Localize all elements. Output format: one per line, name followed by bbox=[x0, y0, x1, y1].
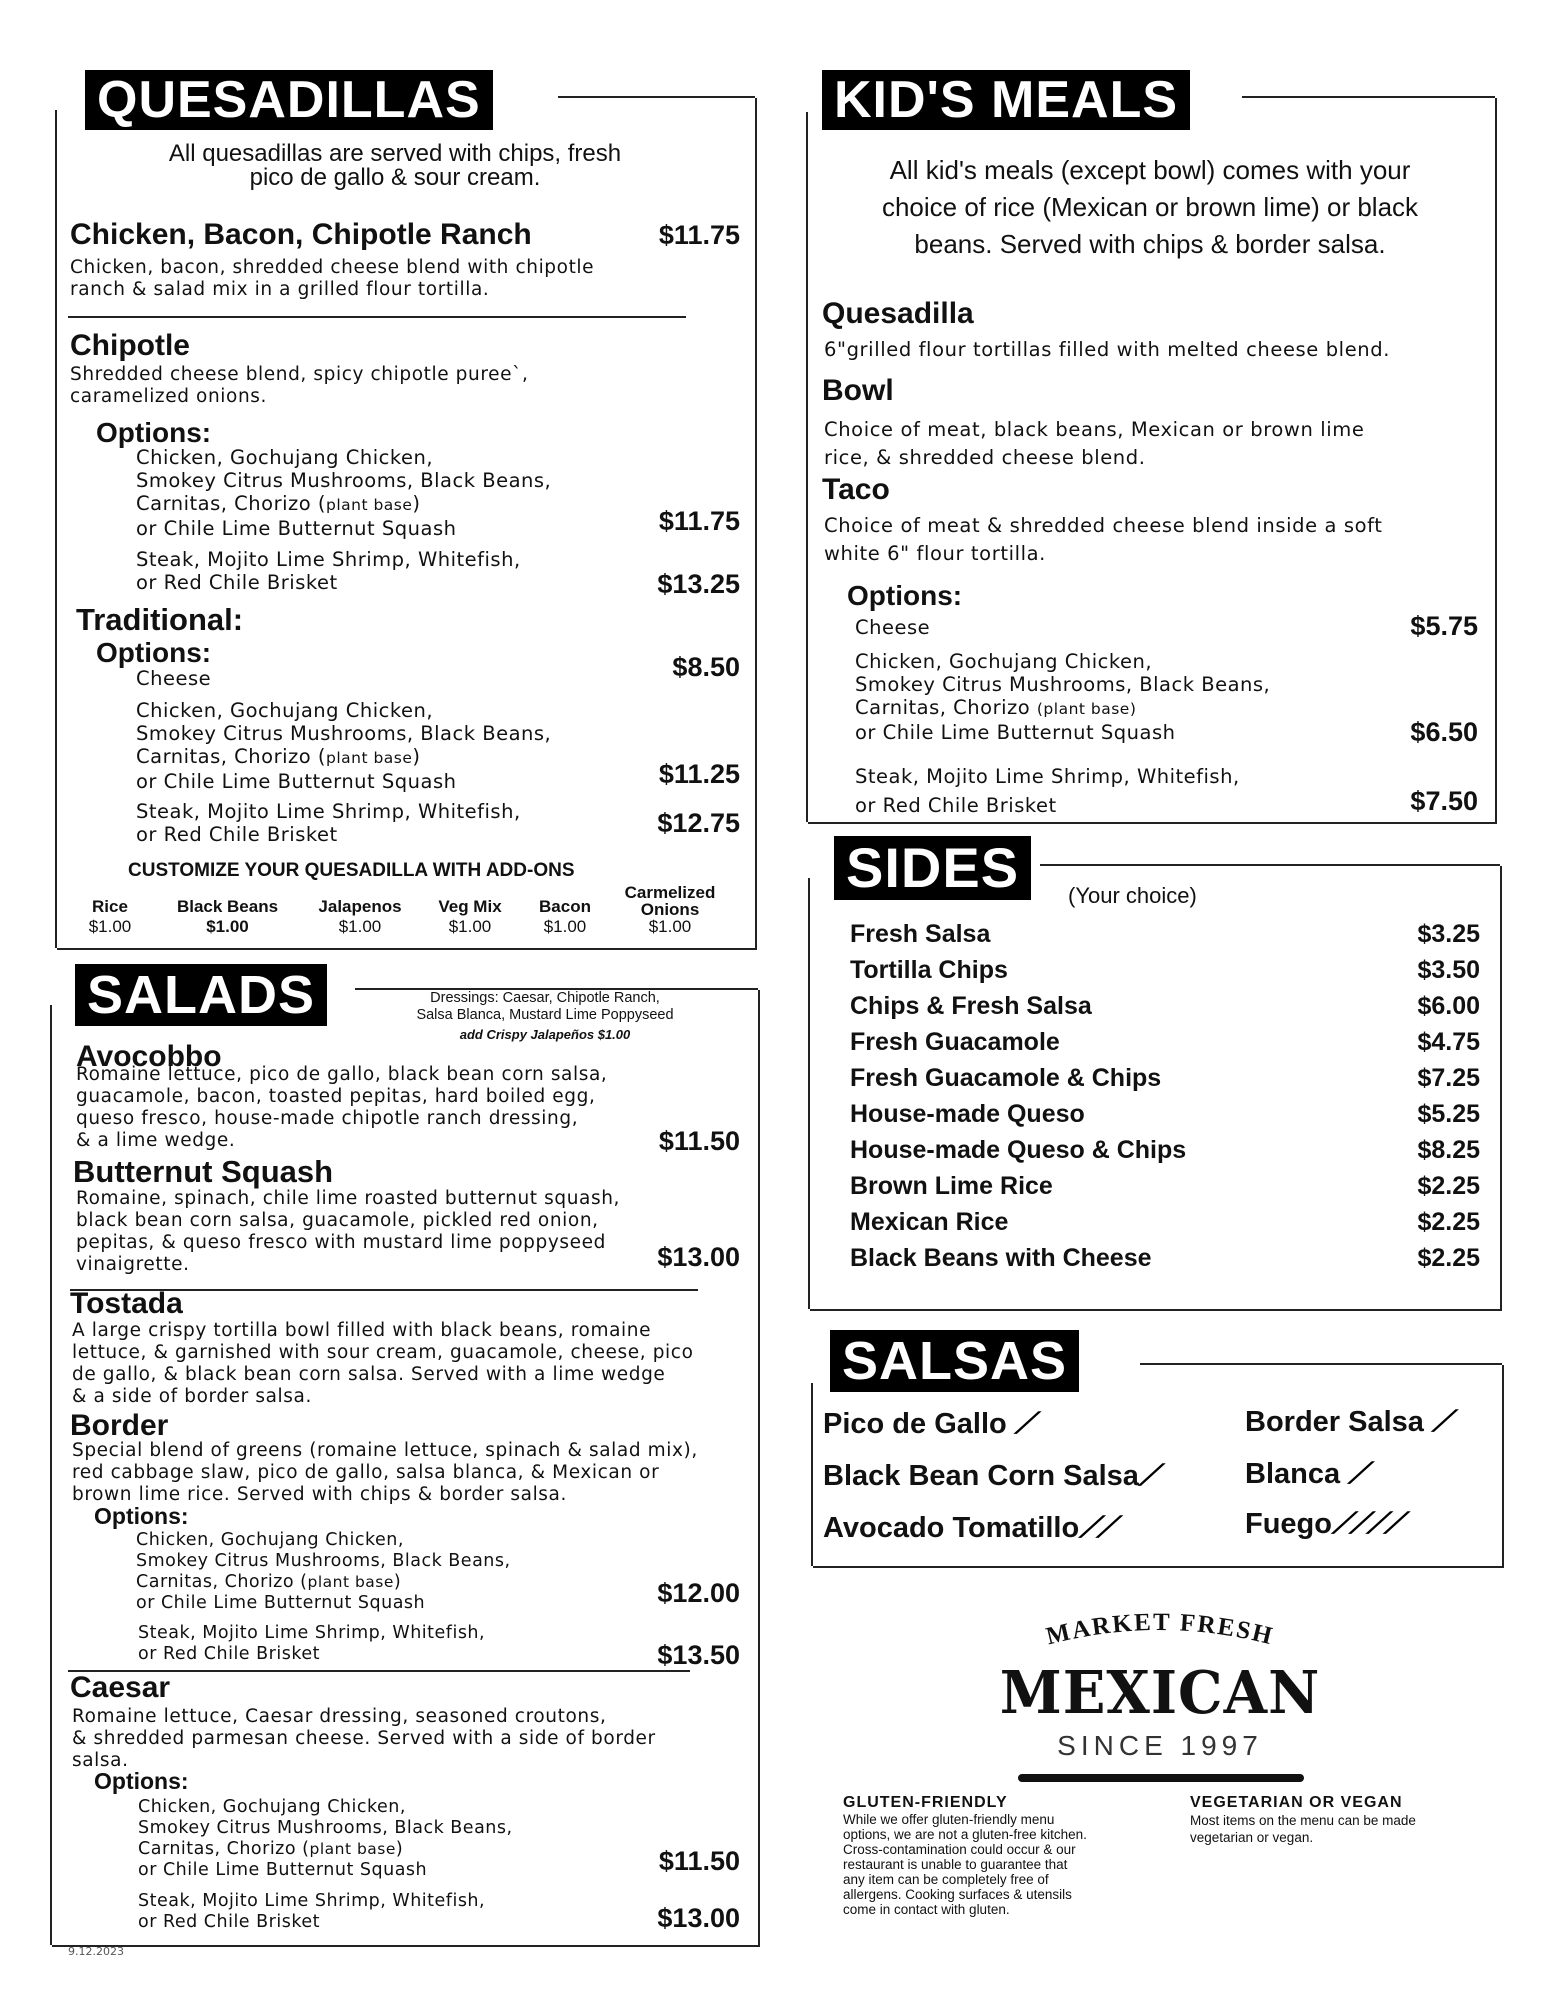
options-label: Options: bbox=[94, 1503, 189, 1529]
option-price: $11.50 bbox=[658, 1846, 740, 1876]
gluten-note: GLUTEN-FRIENDLY While we offer gluten-friendly menu options, we are not a gluten-free kitchen. Cross-contamination could occur & our restaurant is unable to guarantee that any item can be completely free of allergens. Cooking surfaces & utensils come in contact with gluten. bbox=[843, 1794, 1087, 1917]
side-item: Mexican Rice $2.25 bbox=[850, 1208, 1480, 1236]
pepper-icon: ⟋⟋ bbox=[1079, 1512, 1114, 1544]
item-price: $11.75 bbox=[658, 220, 740, 250]
item-desc: Romaine lettuce, pico de gallo, black bean corn salsa, guacamole, bacon, toasted pepitas, hard boiled egg, queso fresco, house-made chipotle ranch dressing, & a lime wedge. bbox=[76, 1064, 608, 1151]
addon-veg-mix: Veg Mix $1.00 bbox=[438, 897, 502, 936]
options-label: Options: bbox=[96, 637, 212, 668]
salsa-black-bean: Black Bean Corn Salsa⟋ bbox=[823, 1460, 1157, 1492]
option-cheese: Cheese bbox=[855, 616, 931, 639]
kids-title: KID'S MEALS bbox=[822, 70, 1190, 130]
side-item: Tortilla Chips $3.50 bbox=[850, 956, 1480, 984]
quesadillas-intro: All quesadillas are served with chips, fresh pico de gallo & sour cream. bbox=[168, 140, 622, 191]
options-list: Steak, Mojito Lime Shrimp, Whitefish, or Red Chile Brisket bbox=[136, 548, 521, 594]
pepper-icon: ⟋ bbox=[1348, 1458, 1366, 1490]
options-list: Steak, Mojito Lime Shrimp, Whitefish, or Red Chile Brisket bbox=[138, 1891, 486, 1932]
pepper-icon: ⟋ bbox=[1138, 1460, 1157, 1492]
options-label: Options: bbox=[94, 1768, 189, 1794]
salsa-border: Border Salsa ⟋ bbox=[1245, 1406, 1450, 1438]
item-name: Avocobbo bbox=[76, 1040, 222, 1073]
item-name: Taco bbox=[822, 473, 890, 506]
options-list: Chicken, Gochujang Chicken, Smokey Citrus Mushrooms, Black Beans, Carnitas, Chorizo (plant base) or Chile Lime Butternut Squash bbox=[138, 1797, 513, 1880]
option-price: $6.50 bbox=[1410, 717, 1478, 747]
options-list: Steak, Mojito Lime Shrimp, Whitefish, or Red Chile Brisket bbox=[855, 765, 1240, 817]
option-price: $11.75 bbox=[658, 506, 740, 536]
item-desc: Chicken, bacon, shredded cheese blend with chipotle ranch & salad mix in a grilled flour tortilla. bbox=[70, 257, 595, 300]
side-item: Fresh Guacamole $4.75 bbox=[850, 1028, 1480, 1056]
item-name: Butternut Squash bbox=[73, 1154, 334, 1189]
item-desc: Choice of meat & shredded cheese blend inside a soft white 6" flour tortilla. bbox=[824, 514, 1383, 565]
item-desc: Choice of meat, black beans, Mexican or brown lime rice, & shredded cheese blend. bbox=[824, 418, 1365, 469]
logo-main: MEXICAN bbox=[999, 1658, 1321, 1728]
item-name: Bowl bbox=[822, 374, 894, 407]
salsa-avocado: Avocado Tomatillo⟋⟋ bbox=[823, 1512, 1114, 1544]
item-name: Chicken, Bacon, Chipotle Ranch bbox=[70, 218, 532, 251]
kids-intro: All kid's meals (except bowl) comes with your choice of rice (Mexican or brown lime) or black beans. Served with chips & border salsa. bbox=[881, 155, 1419, 259]
addon-onions: Carmelized Onions $1.00 bbox=[624, 883, 716, 936]
addon-jalapenos: Jalapenos $1.00 bbox=[318, 897, 402, 936]
item-name: Caesar bbox=[70, 1671, 171, 1704]
logo-arc-text bbox=[1020, 1598, 1300, 1658]
options-label: Options: bbox=[847, 580, 963, 611]
option-price: $13.50 bbox=[657, 1640, 740, 1670]
addon-black-beans: Black Beans $1.00 bbox=[176, 897, 279, 936]
svg-text:MARKET FRESH: MARKET FRESH bbox=[1043, 1608, 1277, 1651]
pepper-icon: ⟋ bbox=[1014, 1408, 1033, 1440]
side-item: Black Beans with Cheese $2.25 bbox=[850, 1244, 1480, 1272]
option-price: $13.25 bbox=[657, 569, 740, 599]
salsa-fuego: Fuego⟋⟋⟋⟋ bbox=[1245, 1508, 1402, 1540]
option-price: $7.50 bbox=[1410, 786, 1478, 816]
sides-title: SIDES bbox=[834, 836, 1031, 900]
options-label: Options: bbox=[96, 417, 212, 448]
item-desc: Romaine, spinach, chile lime roasted butternut squash, black bean corn salsa, guacamole, pickled red onion, pepitas, & queso fresco with mustard lime poppyseed vinaigrette. bbox=[76, 1188, 621, 1275]
options-list: Steak, Mojito Lime Shrimp, Whitefish, or Red Chile Brisket bbox=[138, 1623, 486, 1664]
item-price: $13.00 bbox=[657, 1242, 740, 1272]
options-list: Steak, Mojito Lime Shrimp, Whitefish, or Red Chile Brisket bbox=[136, 800, 521, 846]
option-cheese: Cheese bbox=[136, 667, 212, 690]
side-item: Brown Lime Rice $2.25 bbox=[850, 1172, 1480, 1200]
item-name: Border bbox=[70, 1409, 169, 1442]
option-price: $12.00 bbox=[657, 1578, 740, 1608]
option-price: $12.75 bbox=[657, 808, 740, 838]
side-item: Chips & Fresh Salsa $6.00 bbox=[850, 992, 1480, 1020]
addon-rice: Rice $1.00 bbox=[88, 897, 132, 936]
options-list: Chicken, Gochujang Chicken, Smokey Citrus Mushrooms, Black Beans, Carnitas, Chorizo (plant base) or Chile Lime Butternut Squash bbox=[136, 1530, 511, 1613]
pepper-icon: ⟋⟋⟋⟋ bbox=[1332, 1508, 1402, 1540]
item-name: Quesadilla bbox=[822, 297, 974, 330]
option-price: $13.00 bbox=[657, 1903, 740, 1933]
item-desc: Shredded cheese blend, spicy chipotle puree`, caramelized onions. bbox=[70, 364, 529, 407]
salads-title: SALADS bbox=[75, 964, 327, 1026]
item-desc: A large crispy tortilla bowl filled with black beans, romaine lettuce, & garnished with sour cream, guacamole, cheese, pico de gallo, & black bean corn salsa. Served with a lime wedge & a side of border salsa. bbox=[72, 1320, 694, 1407]
option-price: $8.50 bbox=[672, 652, 740, 682]
addons-title: CUSTOMIZE YOUR QUESADILLA WITH ADD-ONS bbox=[128, 860, 575, 881]
option-price: $5.75 bbox=[1410, 611, 1478, 641]
option-price: $11.25 bbox=[658, 759, 740, 789]
pepper-icon: ⟋ bbox=[1431, 1406, 1450, 1438]
veg-note: VEGETARIAN OR VEGAN Most items on the menu can be made vegetarian or vegan. bbox=[1190, 1794, 1416, 1845]
item-name: Chipotle bbox=[70, 329, 190, 362]
salsa-pico: Pico de Gallo ⟋ bbox=[823, 1408, 1033, 1440]
side-item: Fresh Guacamole & Chips $7.25 bbox=[850, 1064, 1480, 1092]
dressings-note: Dressings: Caesar, Chipotle Ranch, Salsa Blanca, Mustard Lime Poppyseed add Crispy Jalapeños $1.00 bbox=[416, 990, 674, 1042]
salsa-blanca: Blanca ⟋ bbox=[1245, 1458, 1366, 1490]
logo-since: SINCE 1997 bbox=[1057, 1730, 1263, 1761]
quesadillas-title: QUESADILLAS bbox=[85, 70, 493, 130]
item-desc: Romaine lettuce, Caesar dressing, seasoned croutons, & shredded parmesan cheese. Served with a side of border salsa. bbox=[72, 1706, 656, 1771]
options-list: Chicken, Gochujang Chicken, Smokey Citrus Mushrooms, Black Beans, Carnitas, Chorizo (plant base) or Chile Lime Butternut Squash bbox=[855, 650, 1271, 744]
addon-bacon: Bacon $1.00 bbox=[539, 897, 591, 936]
salsas-title: SALSAS bbox=[830, 1330, 1079, 1392]
options-list: Chicken, Gochujang Chicken, Smokey Citrus Mushrooms, Black Beans, Carnitas, Chorizo (plant base) or Chile Lime Butternut Squash bbox=[136, 699, 552, 793]
item-name: Traditional: bbox=[76, 602, 244, 637]
logo-underline bbox=[1018, 1774, 1304, 1782]
item-desc: Special blend of greens (romaine lettuce, spinach & salad mix), red cabbage slaw, pico de gallo, salsa blanca, & Mexican or brown lime rice. Served with chips & border salsa. bbox=[72, 1440, 698, 1505]
item-name: Tostada bbox=[70, 1287, 183, 1320]
footer-date: 9.12.2023 bbox=[68, 1945, 124, 1958]
side-item: House-made Queso & Chips $8.25 bbox=[850, 1136, 1480, 1164]
side-item: House-made Queso $5.25 bbox=[850, 1100, 1480, 1128]
side-item: Fresh Salsa $3.25 bbox=[850, 920, 1480, 948]
options-list: Chicken, Gochujang Chicken, Smokey Citrus Mushrooms, Black Beans, Carnitas, Chorizo (plant base) or Chile Lime Butternut Squash bbox=[136, 446, 552, 540]
sides-subtitle: (Your choice) bbox=[1068, 883, 1197, 908]
item-price: $11.50 bbox=[658, 1126, 740, 1156]
item-desc: 6"grilled flour tortillas filled with melted cheese blend. bbox=[824, 338, 1391, 361]
